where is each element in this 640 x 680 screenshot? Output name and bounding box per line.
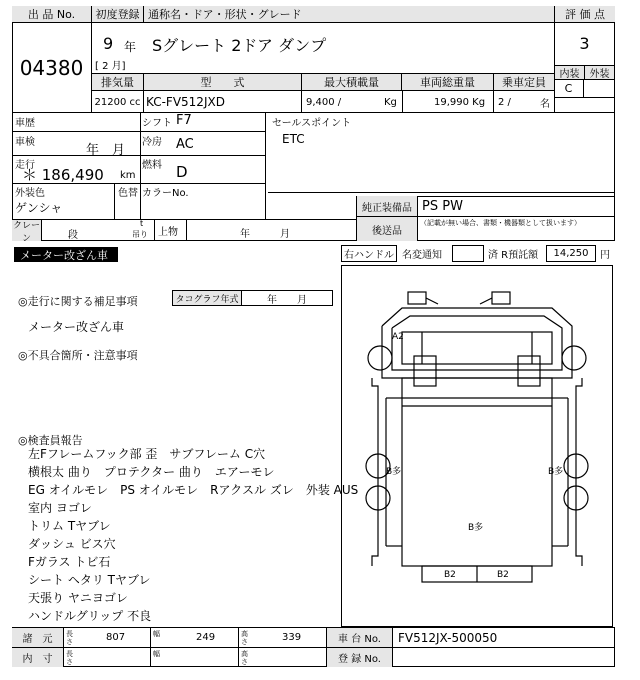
reg-year: 9 [103, 34, 114, 53]
interior-dims-label: 内 寸 [12, 648, 64, 667]
inspector-line: Fガラス トビ石 [28, 555, 111, 569]
first-reg-label: 初度登録 [92, 6, 144, 23]
height-label: 高さ [241, 630, 248, 646]
fuel-value: D [176, 163, 188, 181]
length-label: 長さ [66, 630, 73, 646]
width-value: 249 [196, 632, 216, 643]
inspector-line: シート ヘタリ Tヤブレ [28, 573, 151, 587]
inspector-title: ◎検査員報告 [18, 434, 83, 447]
recycle-label: 済 R預託額 [488, 250, 539, 261]
interior-label: 内装 [554, 65, 584, 80]
inspector-line: 室内 ヨゴレ [28, 501, 92, 515]
lot-label: 出 品 No. [12, 6, 92, 23]
inspector-line: ハンドルグリップ 不良 [28, 609, 152, 623]
inspector-line: EG オイルモレ PS オイルモレ Rアクスル ズレ 外装 AUS [28, 483, 359, 497]
color-no-label: 色替 [118, 188, 138, 199]
carrier-value: 年 月 [240, 229, 290, 240]
vrule-mid [140, 113, 141, 183]
exterior-grade-box [584, 80, 615, 98]
crane-ton: t [140, 219, 144, 228]
shift-label: シフト [142, 118, 172, 129]
damage-label-tail-left: B2 [444, 570, 456, 580]
recycle-amount: 14,250 [546, 245, 596, 262]
score-value: 3 [579, 33, 590, 53]
reg-no-label: 登 録 No. [327, 648, 393, 667]
inspection-label: 車検 [15, 137, 35, 148]
name-change-label: 名変通知 [402, 250, 442, 261]
fuel-label: 燃料 [142, 160, 162, 171]
width-label: 幅 [153, 630, 160, 638]
gross-value: 19,990 Kg [434, 96, 486, 108]
color-code-label: カラーNo. [142, 188, 189, 199]
tacho-label: タコグラフ年式 [172, 290, 242, 306]
truck-diagram [341, 265, 613, 627]
inspector-line: ダッシュ ビス穴 [28, 537, 116, 551]
displacement-value: 21200 cc [92, 91, 144, 113]
inspector-line: 左Fフレームフック部 歪 サブフレーム C穴 [28, 447, 266, 461]
inspector-list [28, 445, 359, 625]
vrule-color2 [140, 183, 141, 219]
year-unit: 年 [124, 40, 137, 54]
vrule-color [114, 183, 115, 219]
type-label: 型 式 [144, 74, 302, 90]
height-label-2: 高さ [241, 650, 248, 666]
inspector-line: 天張り ヤニヨゴレ [28, 591, 128, 605]
mileage-label: 走行 [15, 160, 35, 171]
length-value: 807 [106, 632, 126, 643]
sales-label: セールスポイント [272, 118, 352, 129]
model-label: 通称名・ドア・形状・グレード [144, 6, 554, 23]
height-value: 339 [282, 632, 302, 643]
truck-outline-icon [342, 266, 612, 626]
name-change-box [452, 245, 484, 262]
sales-value: ETC [282, 132, 305, 146]
chassis-value: FV512JX-500050 [398, 630, 498, 645]
load-label: 最大積載量 [302, 74, 402, 90]
carrier-label: 上物 [158, 227, 178, 238]
inspector-line: トリム Tヤブレ [28, 519, 111, 533]
equipment-label: 純正装備品 [356, 196, 418, 216]
interior-grade: C [554, 80, 584, 98]
score-label: 評 価 点 [554, 6, 615, 23]
capacity-value: 2 / [498, 96, 511, 108]
tacho-value: 年 月 [241, 290, 333, 306]
aftermarket-note: （記載が無い場合、書類・機器類として扱います） [420, 219, 581, 227]
footer-vrule-1 [150, 628, 151, 667]
damage-label-tail-right: B2 [497, 570, 509, 580]
odometer-flag: メーター改ざん車 [14, 247, 118, 262]
mileage-unit: km [120, 170, 136, 181]
footer-vrule-2 [238, 628, 239, 667]
color-value: ゲンシャ [15, 201, 63, 215]
mileage-value: ＊ 186,490 [22, 166, 104, 184]
history-label: 車歴 [15, 118, 35, 129]
steering-value: 右ハンドル [341, 245, 397, 262]
crane-hang: 吊り [132, 230, 148, 239]
rule-2 [12, 155, 266, 156]
damage-label-left: B多 [386, 467, 402, 477]
crane-rule [12, 219, 356, 220]
travel-text: メーター改ざん車 [28, 320, 125, 334]
ac-value: AC [176, 137, 194, 152]
defect-title: ◎不具合箇所・注意事項 [18, 349, 138, 362]
gross-label: 車両総重量 [402, 74, 494, 90]
rule-3 [12, 183, 266, 184]
load-unit: Kg [384, 96, 397, 108]
damage-label-a2: A2 [392, 332, 404, 342]
crane-vrule [154, 219, 155, 241]
crane-label: クレーン [12, 220, 40, 244]
damage-label-right: B多 [548, 467, 564, 477]
dims-label: 諸 元 [12, 628, 64, 647]
rule-1 [12, 131, 266, 132]
equipment-value: PS PW [422, 198, 463, 214]
recycle-unit: 円 [600, 250, 610, 261]
travel-title: ◎走行に関する補足事項 [18, 295, 138, 308]
length-label-2: 長さ [66, 650, 73, 666]
crane-stage: 段 [68, 230, 78, 241]
inspection-value: 年 月 [86, 143, 126, 158]
chassis-label: 車 台 No. [327, 628, 393, 647]
footer-mid-rule [12, 647, 615, 648]
type-value: KC-FV512JXD [144, 91, 302, 113]
damage-label-bed: B多 [468, 523, 484, 533]
load-value: 9,400 / [306, 96, 342, 108]
displacement-label: 排気量 [92, 74, 144, 90]
carrier-vrule [186, 219, 187, 241]
inspector-line: 横根太 曲り プロテクター 曲り エアーモレ [28, 465, 275, 479]
width-label-2: 幅 [153, 650, 160, 658]
model-name: Sグレート 2ドア ダンプ [152, 36, 327, 55]
capacity-label: 乗車定員 [494, 74, 554, 90]
lot-number: 04380 [12, 23, 92, 113]
color-label: 外装色 [15, 188, 45, 199]
reg-month: [ 2 月] [95, 61, 126, 72]
ac-label: 冷房 [142, 137, 162, 148]
exterior-label: 外装 [584, 65, 615, 80]
aftermarket-label: 後送品 [356, 217, 418, 241]
capacity-unit: 名 [540, 98, 550, 110]
shift-value: F7 [176, 113, 192, 128]
